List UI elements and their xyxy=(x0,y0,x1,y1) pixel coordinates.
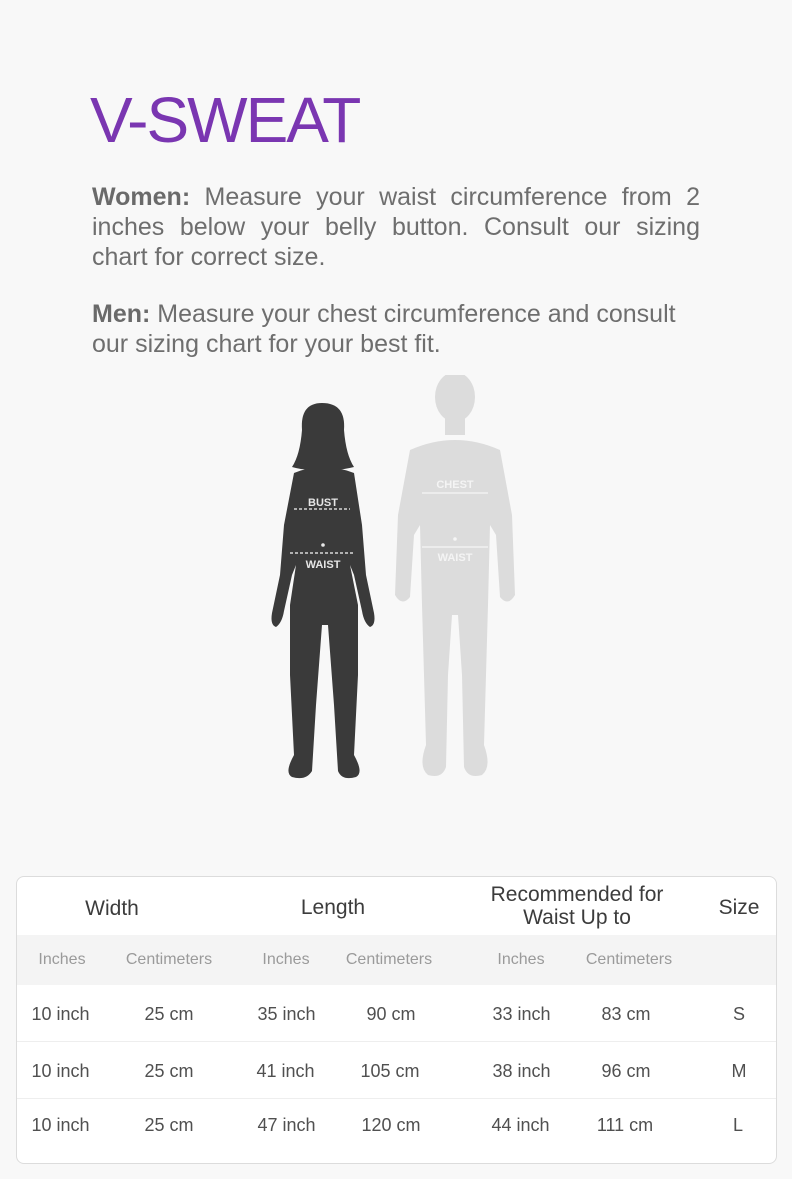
table-cell-size: L xyxy=(732,1115,743,1135)
page-title: V-SWEAT xyxy=(90,84,360,156)
table-cell: 10 inch xyxy=(31,1115,90,1135)
header-length: Length xyxy=(300,896,366,919)
subheader-waist-cm: Centimeters xyxy=(585,951,673,968)
table-cell-size: S xyxy=(732,1004,745,1024)
table-cell: 10 inch xyxy=(31,1061,90,1081)
table-cell: 25 cm xyxy=(144,1061,194,1081)
women-text: Measure your waist circumference from 2 inches below your belly button. Consult our sizing chart for correct size. xyxy=(92,183,700,271)
table-cell: 38 inch xyxy=(492,1061,551,1081)
body-measurement-illustration xyxy=(250,375,540,785)
woman-silhouette xyxy=(272,403,375,778)
table-cell: 44 inch xyxy=(491,1115,550,1135)
table-cell: 25 cm xyxy=(144,1115,194,1135)
table-cell: 105 cm xyxy=(360,1061,420,1081)
header-width: Width xyxy=(85,897,139,920)
subheader-width-cm: Centimeters xyxy=(125,951,213,968)
table-cell: 120 cm xyxy=(361,1115,421,1135)
subheader-waist-inches: Inches xyxy=(497,951,545,968)
header-recommended-line2: Waist Up to xyxy=(523,906,631,929)
subheader-length-cm: Centimeters xyxy=(345,951,433,968)
row-divider xyxy=(17,1098,776,1099)
table-cell: 33 inch xyxy=(492,1004,551,1024)
man-silhouette xyxy=(395,375,515,776)
header-size: Size xyxy=(718,896,760,919)
row-divider xyxy=(17,1041,776,1042)
subheader-length-inches: Inches xyxy=(262,951,310,968)
women-label: Women: xyxy=(92,183,191,211)
table-cell: 25 cm xyxy=(144,1004,194,1024)
woman-waist-label: WAIST xyxy=(305,559,341,571)
table-cell: 83 cm xyxy=(601,1004,651,1024)
men-label: Men: xyxy=(92,300,151,328)
header-recommended-line1: Recommended for xyxy=(490,883,664,906)
table-cell-size: M xyxy=(731,1061,747,1081)
table-cell: 35 inch xyxy=(257,1004,316,1024)
bust-label: BUST xyxy=(308,497,338,509)
table-cell: 47 inch xyxy=(257,1115,316,1135)
table-cell: 41 inch xyxy=(256,1061,315,1081)
chest-label: CHEST xyxy=(436,479,474,491)
man-waist-label: WAIST xyxy=(437,552,473,564)
men-text: Measure your chest circumference and consult our sizing chart for your best fit. xyxy=(92,300,676,358)
table-cell: 10 inch xyxy=(31,1004,90,1024)
men-instructions xyxy=(92,299,700,359)
table-cell: 111 cm xyxy=(596,1115,654,1135)
size-chart-table xyxy=(16,876,777,1164)
women-instructions xyxy=(92,182,700,272)
table-cell: 96 cm xyxy=(601,1061,651,1081)
header-recommended xyxy=(477,883,677,929)
table-cell: 90 cm xyxy=(366,1004,416,1024)
subheader-width-inches: Inches xyxy=(38,951,86,968)
